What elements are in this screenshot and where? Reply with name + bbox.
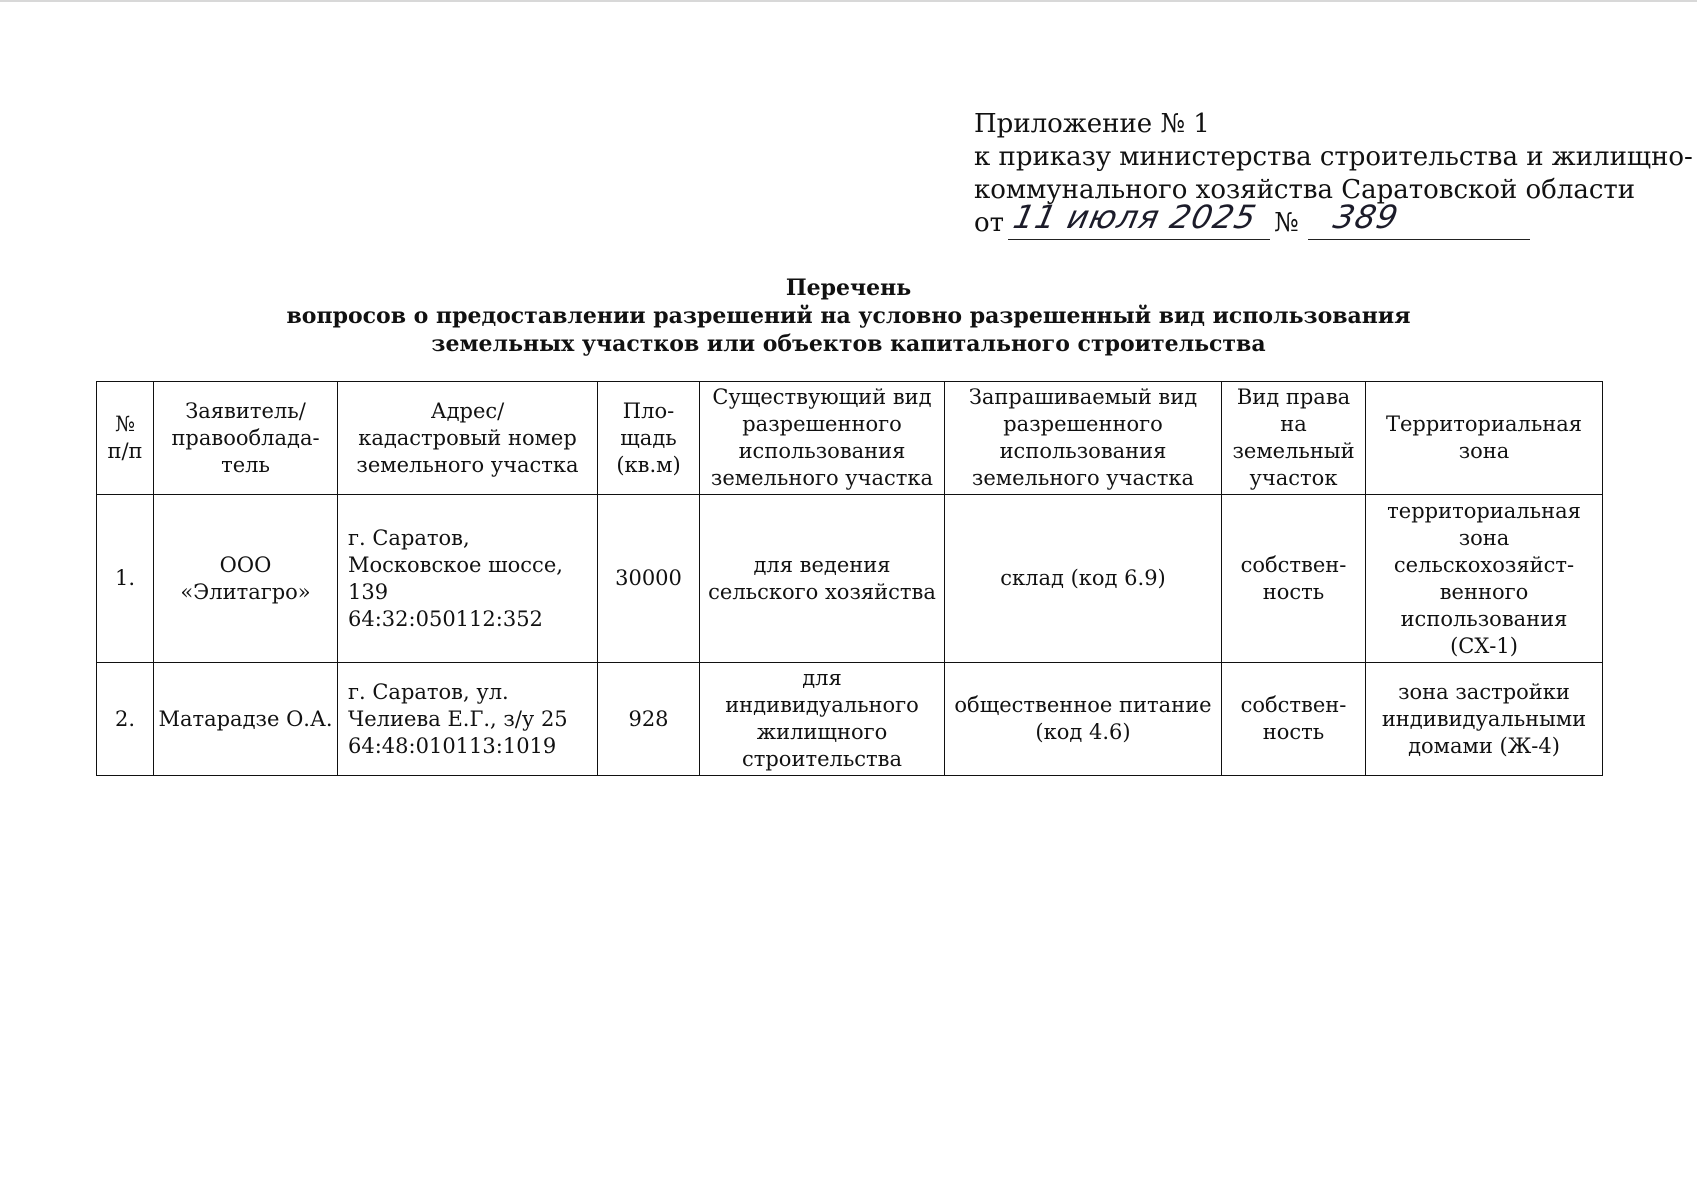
cell-applicant: Матарадзе О.А. <box>154 663 338 776</box>
cell-address: г. Саратов, Московское шоссе, 139 64:32:050112:352 <box>338 495 598 663</box>
header-applicant: Заявитель/ правообладa- тель <box>154 382 338 495</box>
title-line-3: земельных участков или объектов капитального строительства <box>431 331 1266 357</box>
cell-applicant: ООО «Элитагро» <box>154 495 338 663</box>
header-address: Адрес/ кадастровый номер земельного участка <box>338 382 598 495</box>
table-header-row <box>97 382 1603 495</box>
table-row <box>97 495 1603 663</box>
cell-right: собствен- ность <box>1222 663 1366 776</box>
appendix-block <box>974 108 1693 247</box>
appendix-ministry-line: коммунального хозяйства Саратовской области <box>974 175 1636 205</box>
header-requested-use: Запрашиваемый вид разрешенного использования земельного участка <box>945 382 1222 495</box>
cell-requested-use: общественное питание (код 4.6) <box>945 663 1222 776</box>
number-prefix: № <box>1274 208 1299 238</box>
title-line-1: Перечень <box>785 275 912 301</box>
handwritten-date: 11 июля 2025 <box>1010 198 1261 236</box>
table-row <box>97 663 1603 776</box>
applications-table <box>96 381 1603 776</box>
cell-requested-use: склад (код 6.9) <box>945 495 1222 663</box>
date-prefix: от <box>974 208 1005 238</box>
cell-address: г. Саратов, ул. Челиева Е.Г., з/у 25 64:48:010113:1019 <box>338 663 598 776</box>
cell-zone: территориальная зона сельскохозяйст- венного использования (СХ-1) <box>1366 495 1603 663</box>
header-num: № п/п <box>97 382 154 495</box>
number-underline <box>1308 239 1530 240</box>
header-existing-use: Существующий вид разрешенного использования земельного участка <box>700 382 945 495</box>
cell-area: 928 <box>598 663 700 776</box>
cell-right: собствен- ность <box>1222 495 1366 663</box>
appendix-date-row <box>974 198 1634 247</box>
cell-num: 1. <box>97 495 154 663</box>
handwritten-number: 389 <box>1330 198 1403 236</box>
title-line-2: вопросов о предоставлении разрешений на условно разрешенный вид использования <box>286 303 1411 329</box>
header-area: Пло- щадь (кв.м) <box>598 382 700 495</box>
cell-num: 2. <box>97 663 154 776</box>
cell-zone: зона застройки индивидуальными домами (Ж-4) <box>1366 663 1603 776</box>
cell-existing-use: для ведения сельского хозяйства <box>700 495 945 663</box>
header-zone: Территориальная зона <box>1366 382 1603 495</box>
scan-edge <box>0 0 1697 2</box>
cell-area: 30000 <box>598 495 700 663</box>
appendix-order-line: к приказу министерства строительства и жилищно- <box>974 142 1693 172</box>
header-right: Вид права на земельный участок <box>1222 382 1366 495</box>
cell-existing-use: для индивидуального жилищного строительства <box>700 663 945 776</box>
date-underline <box>1008 239 1270 240</box>
document-title <box>0 274 1697 358</box>
appendix-title: Приложение № 1 <box>974 109 1210 139</box>
